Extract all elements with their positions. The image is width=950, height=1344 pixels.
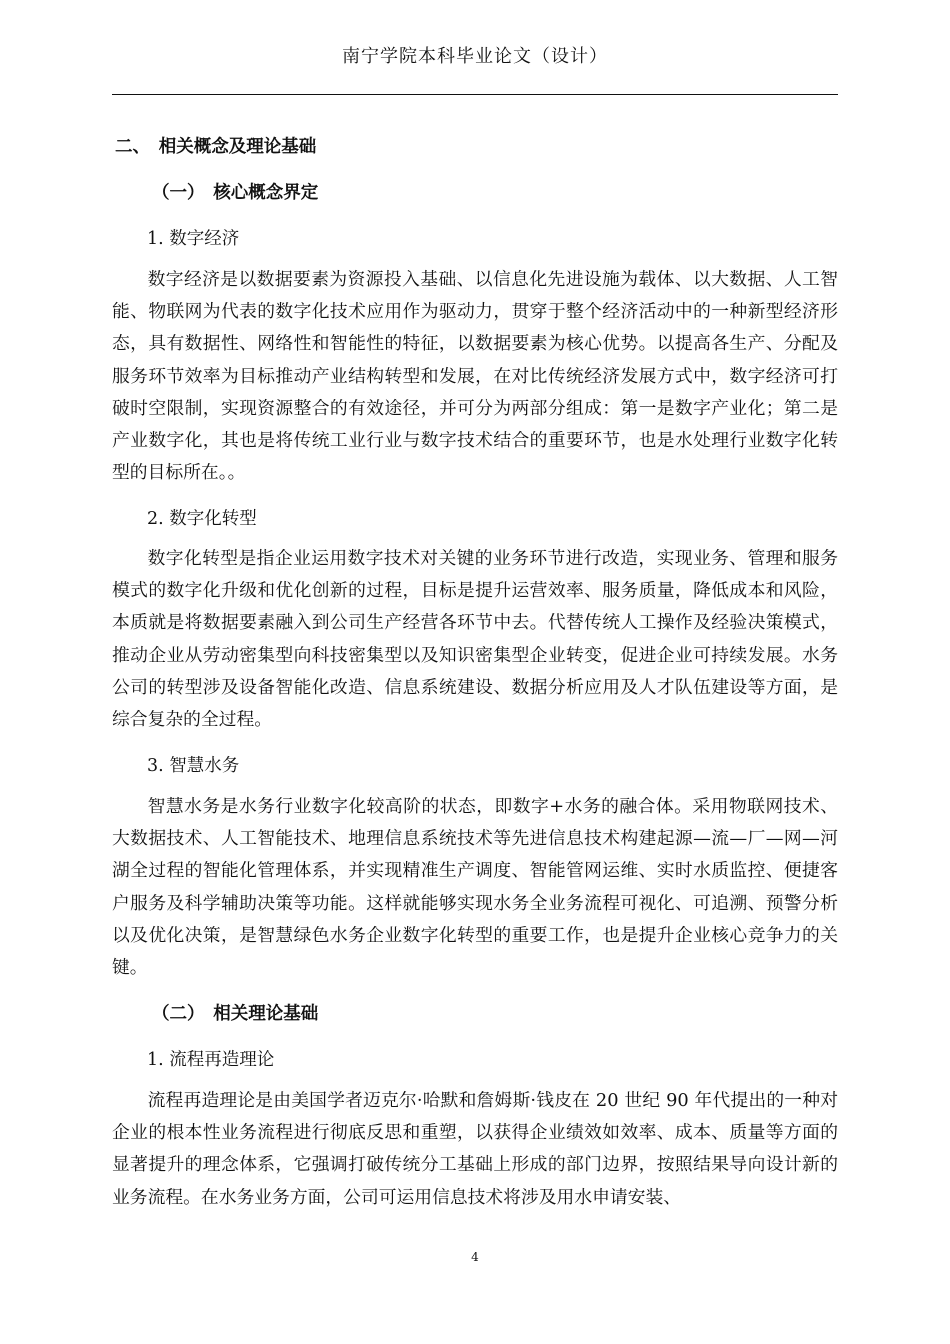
section-heading: 二、 相关概念及理论基础 bbox=[115, 137, 317, 157]
header-rule bbox=[112, 94, 838, 95]
subsection-heading-2: （二） 相关理论基础 bbox=[152, 1004, 319, 1024]
paragraph-process-reengineering: 流程再造理论是由美国学者迈克尔·哈默和詹姆斯·钱皮在 20 世纪 90 年代提出的一种对企业的根本性业务流程进行彻底反思和重塑，以获得企业绩效如效率、成本、质量等方面的显著提升的理念体系，它强调打破传统分工基础上形成的部门边界，按照结果导向设计新的业务流程。在水务业务方面，公司可运用信息技术将涉及用水申请安装、 bbox=[112, 1090, 838, 1208]
paragraph-digital-transformation: 数字化转型是指企业运用数字技术对关键的业务环节进行改造，实现业务、管理和服务模式的数字化升级和优化创新的过程，目标是提升运营效率、服务质量，降低成本和风险，本质就是将数据要素融入到公司生产经营各环节中去。代替传统人工操作及经验决策模式，推动企业从劳动密集型向科技密集型以及知识密集型企业转变，促进企业可持续发展。水务公司的转型涉及设备智能化改造、信息系统建设、数据分析应用及人才队伍建设等方面，是综合复杂的全过程。 bbox=[112, 548, 838, 731]
paragraph-digital-economy: 数字经济是以数据要素为资源投入基础、以信息化先进设施为载体、以大数据、人工智能、物联网为代表的数字化技术应用作为驱动力，贯穿于整个经济活动中的一种新型经济形态，具有数据性、网络性和智能性的特征，以数据要素为核心优势。以提高各生产、分配及服务环节效率为目标推动产业结构转型和发展，在对比传统经济发展方式中，数字经济可打破时空限制，实现资源整合的有效途径，并可分为两部分组成：第一是数字产业化；第二是产业数字化，其也是将传统工业行业与数字技术结合的重要环节，也是水处理行业数字化转型的目标所在。。 bbox=[112, 269, 838, 484]
item-title-digital-transformation: 2. 数字化转型 bbox=[147, 509, 257, 529]
item-title-process-reengineering: 1. 流程再造理论 bbox=[147, 1050, 275, 1070]
subsection-heading-1: （一） 核心概念界定 bbox=[152, 183, 319, 203]
item-title-digital-economy: 1. 数字经济 bbox=[147, 229, 240, 249]
page-header-title: 南宁学院本科毕业论文（设计） bbox=[342, 46, 608, 67]
page-number: 4 bbox=[471, 1250, 479, 1264]
item-title-smart-water: 3. 智慧水务 bbox=[147, 756, 240, 776]
paragraph-smart-water: 智慧水务是水务行业数字化较高阶的状态，即数字+水务的融合体。采用物联网技术、大数据技术、人工智能技术、地理信息系统技术等先进信息技术构建起源—流—厂—网—河湖全过程的智能化管理体系，并实现精准生产调度、智能管网运维、实时水质监控、便捷客户服务及科学辅助决策等功能。这样就能够实现水务全业务流程可视化、可追溯、预警分析以及优化决策，是智慧绿色水务企业数字化转型的重要工作，也是提升企业核心竞争力的关键。 bbox=[112, 796, 838, 979]
